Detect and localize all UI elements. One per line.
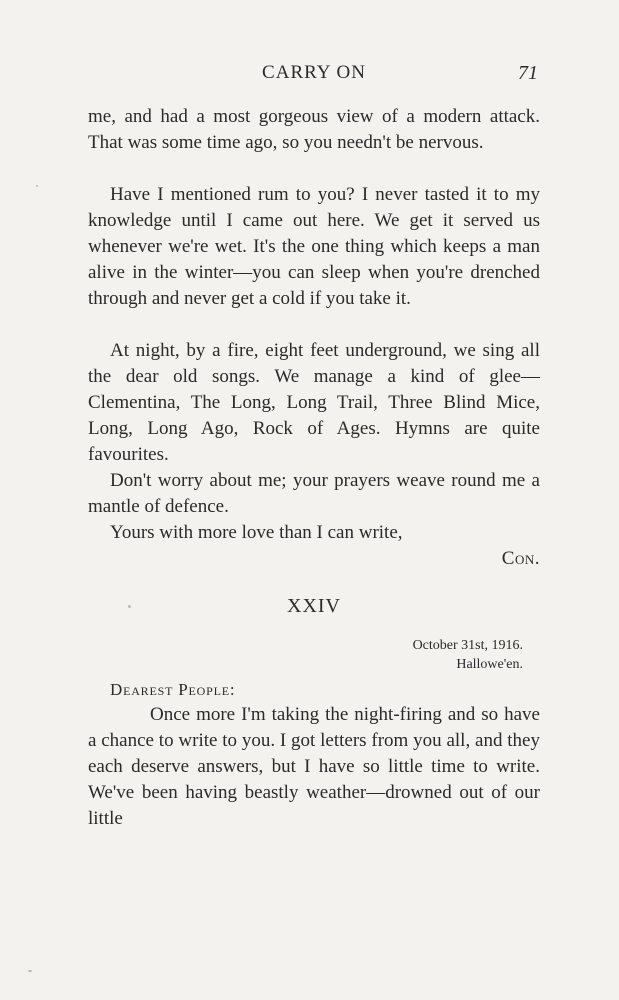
running-title: CARRY ON — [262, 62, 366, 83]
letter-paragraph-4-block — [88, 468, 540, 520]
letter-paragraph: At night, by a fire, eight feet underground, we sing all the dear old songs. We manage a kind of glee—Clementina, The Long, Long Trail, Three Blind Mice, Long, Long Ago, Rock of Ages. Hymns are quite favourites. — [88, 340, 540, 465]
letter-salutation: Dearest People: — [110, 680, 236, 699]
letter-occasion: Hallowe'en. — [456, 657, 523, 672]
letter-paragraph-1-block — [88, 104, 540, 156]
letter-paragraph: Have I mentioned rum to you? I never tasted it to my knowledge until I came out here. We get it served us whenever we're wet. It's the one thing which keeps a man alive in the winter—you can sleep when you're drenched through and never get a cold if you take it. — [88, 184, 540, 309]
letter-closing: Yours with more love than I can write, — [110, 522, 403, 543]
letter-paragraph-3-block — [88, 338, 540, 468]
letter-date: October 31st, 1916. — [412, 638, 523, 653]
paper-speck — [128, 605, 131, 608]
paper-speck — [28, 970, 32, 972]
letter-paragraph: Once more I'm taking the night-firing and so have a chance to write to you. I got letters from you all, and they each deserve answers, but I have so little time to write. We've been having beastly weather—drowned out of our little — [88, 704, 540, 829]
letter-paragraph: me, and had a most gorgeous view of a modern attack. That was some time ago, so you needn't be nervous. — [88, 106, 540, 153]
next-letter-paragraph-block — [88, 702, 540, 832]
letter-signature: Con. — [501, 548, 540, 569]
running-head — [88, 62, 540, 88]
page-number: 71 — [518, 62, 538, 84]
letter-paragraph: Don't worry about me; your prayers weave round me a mantle of defence. — [88, 470, 540, 517]
letter-paragraph-2-block — [88, 182, 540, 312]
chapter-heading: XXIV — [287, 595, 341, 617]
paper-speck — [36, 185, 38, 187]
